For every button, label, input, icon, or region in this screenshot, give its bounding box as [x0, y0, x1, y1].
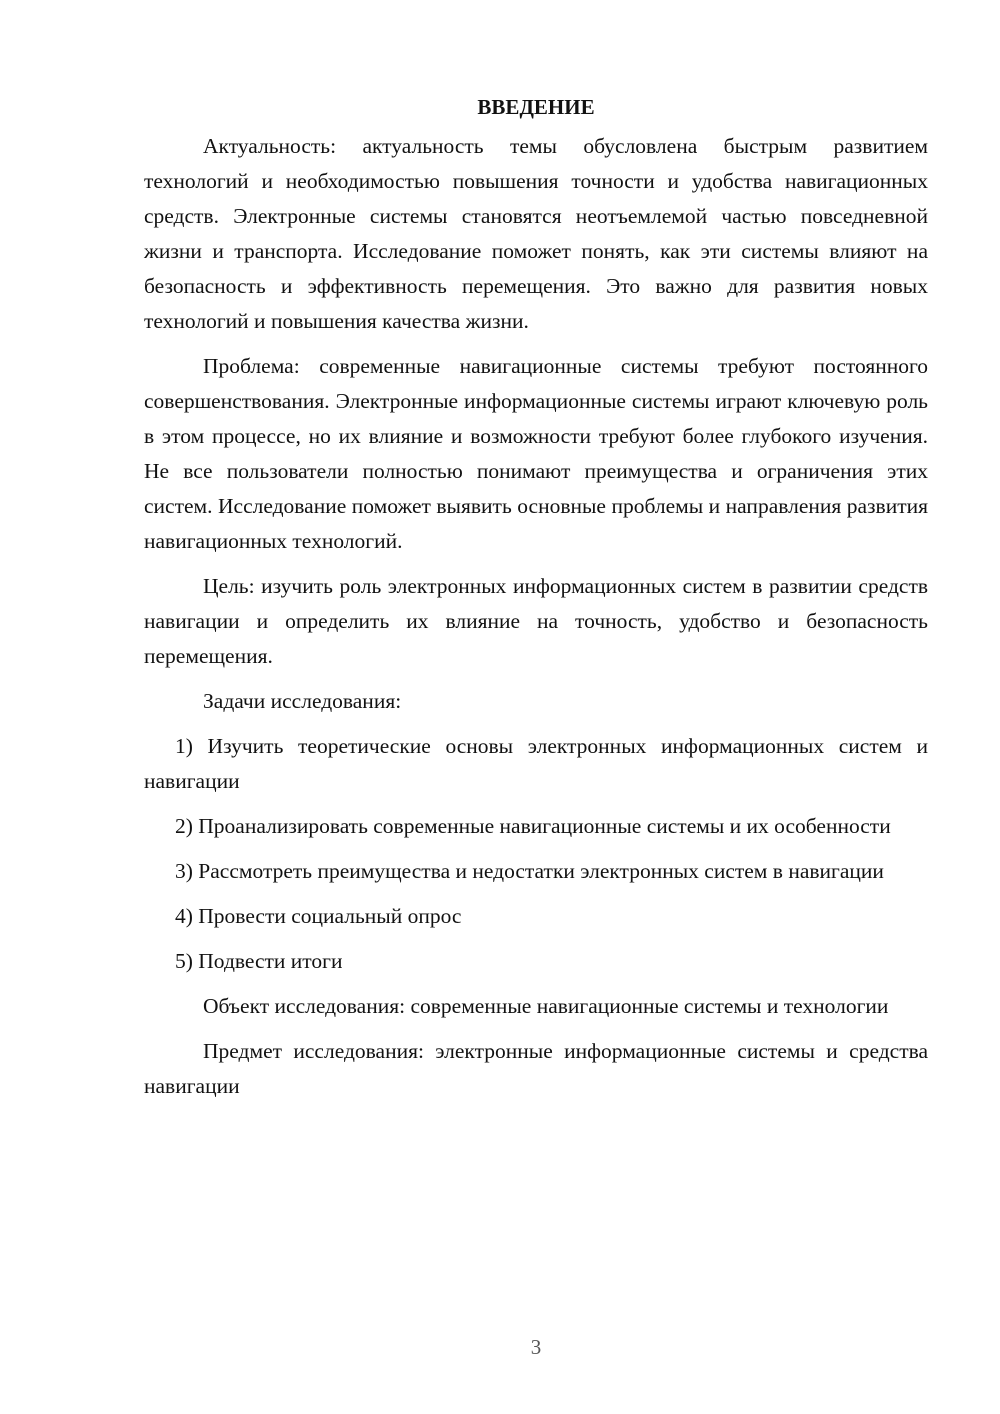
paragraph-goal: Цель: изучить роль электронных информационных систем в развитии средств навигации и определить их влияние на точность, удобство и безопасность перемещения.	[144, 574, 928, 668]
list-item: 3) Рассмотреть преимущества и недостатки электронных систем в навигации	[175, 859, 884, 883]
paragraph-subject: Предмет исследования: электронные информационные системы и средства навигации	[144, 1039, 928, 1098]
section-title: ВВЕДЕНИЕ	[477, 95, 595, 119]
list-item: 5) Подвести итоги	[175, 949, 343, 973]
paragraph-problem: Проблема: современные навигационные системы требуют постоянного совершенствования. Электронные информационные системы играют ключевую роль в этом процессе, но их влияние и возможности требуют более глубокого изучения. Не все пользователи полностью понимают преимущества и ограничения этих систем. Исследование поможет выявить основные проблемы и направления развития навигационных технологий.	[144, 354, 928, 553]
document-page	[144, 90, 928, 1104]
list-item: 4) Провести социальный опрос	[175, 904, 462, 928]
tasks-list	[144, 729, 928, 979]
list-item: 2) Проанализировать современные навигационные системы и их особенности	[175, 814, 891, 838]
paragraph-relevance: Актуальность: актуальность темы обусловлена быстрым развитием технологий и необходимостью повышения точности и удобства навигационных средств. Электронные системы становятся неотъемлемой частью повседневной жизни и транспорта. Исследование поможет понять, как эти системы влияют на безопасность и эффективность перемещения. Это важно для развития новых технологий и повышения качества жизни.	[144, 134, 928, 333]
paragraph-object: Объект исследования: современные навигационные системы и технологии	[203, 994, 889, 1018]
paragraph-tasks-heading: Задачи исследования:	[203, 689, 402, 713]
list-item: 1) Изучить теоретические основы электронных информационных систем и навигации	[144, 734, 928, 793]
page-number: 3	[530, 1335, 542, 1359]
